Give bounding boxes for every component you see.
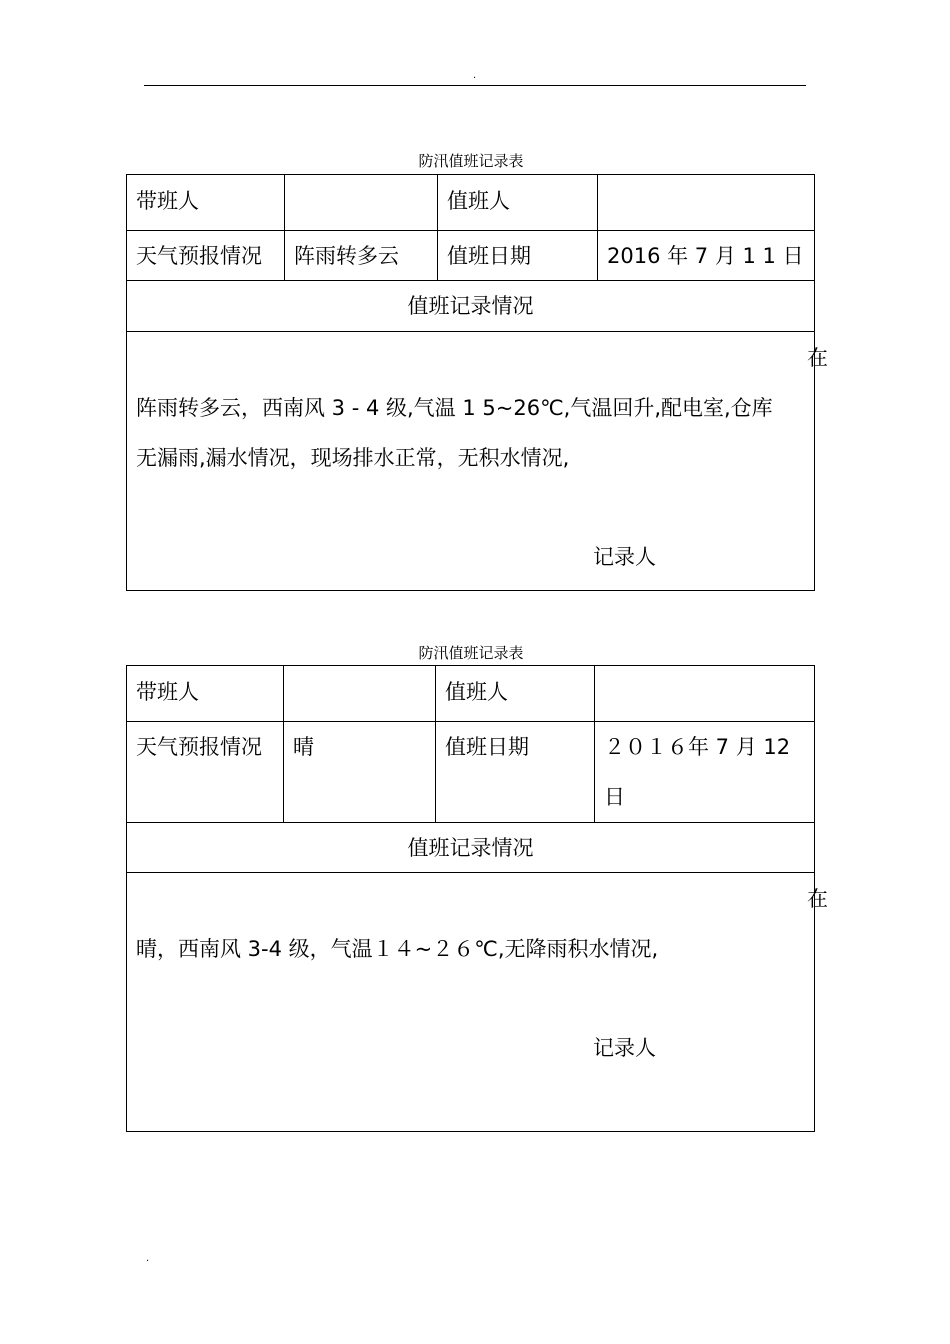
weather-value: 晴 [293, 735, 314, 759]
duty-value-cell [595, 666, 814, 721]
leader-label-cell [127, 175, 285, 230]
record-section-row [127, 823, 814, 873]
duty-label: 值班人 [447, 189, 510, 213]
leader-value-cell [284, 666, 436, 721]
leader-value-cell [285, 175, 438, 230]
duty-record-form [126, 665, 828, 1132]
date-value: ２０１６年 7 月 12 [604, 735, 791, 759]
footer-dot: . [146, 1253, 150, 1264]
weather-value-cell [284, 722, 436, 822]
weather-label: 天气预报情况 [136, 735, 262, 759]
leader-label-cell [127, 666, 284, 721]
date-label-cell [436, 722, 595, 822]
duty-value-cell [598, 175, 814, 230]
weather-value-cell [285, 231, 438, 280]
record-section-title: 值班记录情况 [407, 836, 534, 860]
record-line: 阵雨转多云，西南风 3 - 4 级,气温 1 5~26℃,气温回升,配电室,仓库 [136, 396, 773, 420]
date-label: 值班日期 [445, 735, 529, 759]
record-prefix: 在 [807, 346, 828, 370]
weather-label: 天气预报情况 [136, 244, 262, 268]
weather-value: 阵雨转多云 [294, 244, 399, 268]
date-label: 值班日期 [447, 244, 531, 268]
duty-label-cell [436, 666, 595, 721]
record-prefix: 在 [807, 887, 828, 911]
record-section-title: 值班记录情况 [407, 294, 534, 318]
weather-label-cell [127, 231, 285, 280]
header-dot: . [473, 70, 477, 81]
staff-row [127, 666, 814, 722]
staff-row [127, 175, 814, 231]
date-label-cell [438, 231, 598, 280]
record-line: 晴，西南风 3-4 级，气温１４~２６℃,无降雨积水情况, [136, 937, 659, 961]
leader-label: 带班人 [136, 680, 199, 704]
recorder-label: 记录人 [593, 545, 656, 569]
form-title: 防汛值班记录表 [418, 644, 524, 662]
date-value: 2016 年 7 月 1 1 日 [607, 244, 804, 268]
header-rule [144, 85, 806, 86]
date-value-line2: 日 [604, 785, 625, 809]
weather-label-cell [127, 722, 284, 822]
date-value-cell [598, 231, 814, 280]
duty-record-form [126, 174, 828, 591]
duty-label: 值班人 [445, 680, 508, 704]
form-title: 防汛值班记录表 [418, 152, 524, 170]
weather-row [127, 722, 814, 823]
weather-row [127, 231, 814, 281]
record-section-row [127, 281, 814, 332]
recorder-label: 记录人 [593, 1036, 656, 1060]
leader-label: 带班人 [136, 189, 199, 213]
duty-label-cell [438, 175, 598, 230]
date-value-cell [595, 722, 814, 822]
record-line: 无漏雨,漏水情况，现场排水正常，无积水情况, [136, 446, 570, 470]
